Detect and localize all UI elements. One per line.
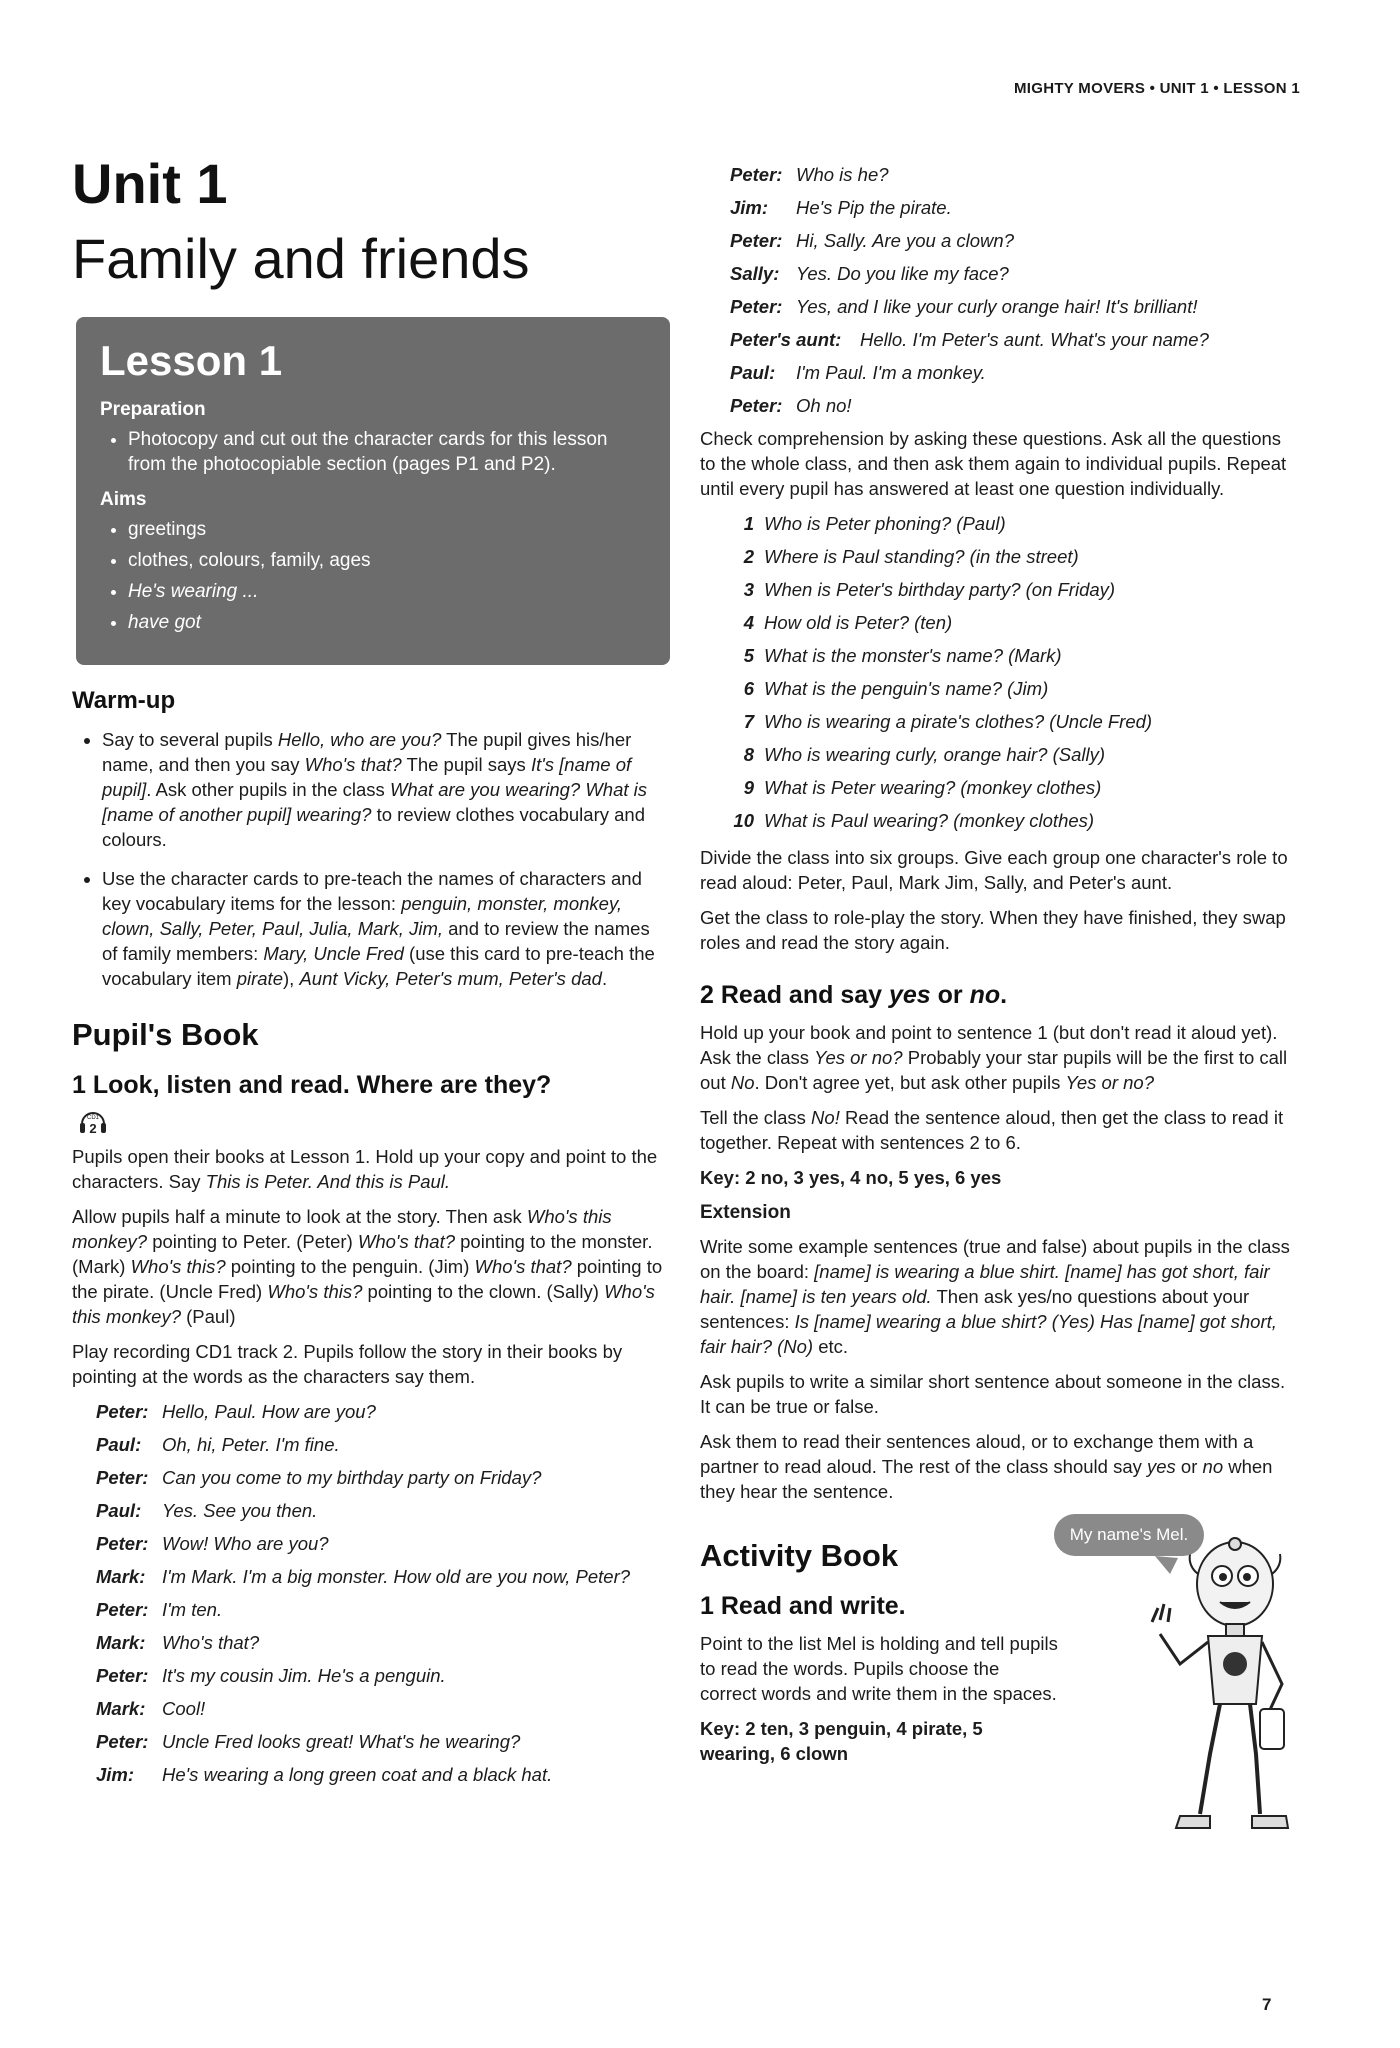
paragraph: Get the class to role-play the story. When they have finished, they swap roles and read the story again. [700, 907, 1286, 953]
preparation-heading: Preparation [100, 399, 206, 421]
question-item: 8 Who is wearing curly, orange hair? (Sally) [743, 744, 1106, 765]
speech-bubble: My name's Mel. [1054, 1514, 1204, 1556]
answer-key: Key: 2 no, 3 yes, 4 no, 5 yes, 6 yes [700, 1167, 1002, 1188]
question-list [724, 511, 1300, 833]
dialog-line: Peter: Hi, Sally. Are you a clown? [730, 230, 1014, 251]
warmup-heading: Warm-up [72, 687, 176, 715]
dialog-line: Peter: I'm ten. [96, 1599, 223, 1621]
paragraph: Pupils open their books at Lesson 1. Hold up your copy and point to the characters. Say This is Peter. And this is Paul. [72, 1146, 658, 1193]
aims-item: • clothes, colours, family, ages [128, 548, 646, 573]
dialog-line: Peter: Who is he? [730, 164, 889, 185]
dialog-line: Peter: Wow! Who are you? [96, 1533, 329, 1555]
robot-icon [1060, 1514, 1300, 1844]
aims-item: • have got [128, 610, 646, 635]
cd-label: CD1 [86, 1115, 100, 1122]
activity-book-text [700, 1514, 1060, 1844]
question-item: 1 Who is Peter phoning? (Paul) [743, 513, 1006, 534]
task2-heading: 2 Read and say yes or no. [700, 981, 1008, 1009]
paragraph: Ask them to read their sentences aloud, or to exchange them with a partner to read aloud. The rest of the class should say yes or no when they hear the sentence. [700, 1431, 1273, 1502]
paragraph: Allow pupils half a minute to look at the story. Then ask Who's this monkey? pointing to Peter. (Peter) Who's that? pointing to the monster. (Mark) Who's this? pointing to the penguin. (Jim) Who's that? pointing to the pirate. (Uncle Fred) Who's this? pointing to the clown. (Sally) Who's this monkey? (Paul) [72, 1206, 663, 1328]
running-head: MIGHTY MOVERS • UNIT 1 • LESSON 1 [1013, 80, 1300, 97]
left-column [72, 152, 666, 1795]
cd-track: 2 [89, 1121, 97, 1137]
dialog-line: Peter: Oh no! [730, 395, 852, 416]
ab-task1-heading: 1 Read and write. [700, 1592, 906, 1620]
paragraph: Point to the list Mel is holding and tell pupils to read the words. Pupils choose the correct words and write them in the spaces. [700, 1633, 1058, 1704]
question-item: 3 When is Peter's birthday party? (on Friday) [743, 579, 1116, 600]
question-item: 7 Who is wearing a pirate's clothes? (Uncle Fred) [743, 711, 1153, 732]
dialog-line: Paul: Oh, hi, Peter. I'm fine. [96, 1434, 340, 1456]
paragraph: Check comprehension by asking these questions. Ask all the questions to the whole class, and then ask them again to individual pupils. Repeat until every pupil has answered at least one question individually. [700, 428, 1287, 499]
aims-item: • greetings [128, 517, 646, 542]
warmup-list [72, 727, 666, 991]
dialog-line: Peter: Uncle Fred looks great! What's he wearing? [96, 1731, 521, 1753]
paragraph: Hold up your book and point to sentence 1 (but don't read it aloud yet). Ask the class Yes or no? Probably your star pupils will be the first to call out No. Don't agree yet, but ask other pupils Yes or no? [700, 1022, 1288, 1093]
question-item: 9 What is Peter wearing? (monkey clothes) [743, 777, 1102, 798]
task1-heading: 1 Look, listen and read. Where are they? [72, 1071, 552, 1100]
paragraph: Play recording CD1 track 2. Pupils follow the story in their books by pointing at the words as the characters say them. [72, 1341, 623, 1388]
preparation-item: • Photocopy and cut out the character cards for this lesson from the photocopiable section (pages P1 and P2). [128, 427, 646, 477]
activity-book-heading: Activity Book [700, 1538, 899, 1573]
headphones-icon [78, 1106, 108, 1136]
dialog-left [96, 1399, 666, 1787]
warmup-item: • Use the character cards to pre-teach the names of characters and key vocabulary items for the lesson: penguin, monster, monkey, clown, Sally, Peter, Paul, Julia, Mark, Jim, and to review the names of family members: Mary, Uncle Fred (use this card to pre-teach the vocabulary item pirate), Aunt Vicky, Peter's mum, Peter's dad. [102, 866, 666, 991]
paragraph: Ask pupils to write a similar short sentence about someone in the class. It can be true or false. [700, 1371, 1286, 1417]
dialog-line: Paul: Yes. See you then. [96, 1500, 318, 1522]
unit-title: Unit 1 [72, 152, 228, 215]
pupils-book-heading: Pupil's Book [72, 1017, 259, 1053]
dialog-line: Peter: Yes, and I like your curly orange hair! It's brilliant! [730, 296, 1198, 317]
extension-heading: Extension [700, 1202, 791, 1223]
dialog-line: Peter: Hello, Paul. How are you? [96, 1401, 376, 1423]
preparation-list [100, 427, 646, 477]
aims-heading: Aims [100, 489, 147, 511]
activity-book-section [700, 1514, 1300, 1844]
mel-illustration [1060, 1514, 1300, 1844]
lesson-title: Lesson 1 [100, 337, 283, 385]
aims-item: • He's wearing ... [128, 579, 646, 604]
warmup-item: • Say to several pupils Hello, who are you? The pupil gives his/her name, and then you say Who's that? The pupil says It's [name of pupil]. Ask other pupils in the class What are you wearing? What is [name of another pupil] wearing? to review clothes vocabulary and colours. [102, 727, 666, 852]
dialog-line: Jim: He's wearing a long green coat and a black hat. [96, 1764, 553, 1786]
dialog-line: Paul: I'm Paul. I'm a monkey. [730, 362, 986, 383]
dialog-line: Peter: It's my cousin Jim. He's a penguin. [96, 1665, 446, 1687]
lesson-box [76, 317, 670, 665]
right-column [700, 160, 1300, 1844]
answer-key: Key: 2 ten, 3 penguin, 4 pirate, 5 wearing, 6 clown [700, 1718, 983, 1764]
aims-list [100, 517, 646, 635]
question-item: 5 What is the monster's name? (Mark) [743, 645, 1062, 666]
page-number: 7 [1262, 1995, 1272, 2014]
question-item: 4 How old is Peter? (ten) [743, 612, 953, 633]
dialog-line: Peter's aunt: Hello. I'm Peter's aunt. What's your name? [730, 329, 1209, 350]
dialog-line: Mark: Cool! [96, 1698, 206, 1720]
dialog-line: Mark: I'm Mark. I'm a big monster. How old are you now, Peter? [96, 1566, 631, 1588]
unit-subtitle: Family and friends [72, 226, 530, 290]
dialog-line: Jim: He's Pip the pirate. [730, 197, 952, 218]
paragraph: Divide the class into six groups. Give each group one character's role to read aloud: Peter, Paul, Mark Jim, Sally, and Peter's aunt. [700, 847, 1288, 893]
question-item: 6 What is the penguin's name? (Jim) [743, 678, 1049, 699]
dialog-line: Sally: Yes. Do you like my face? [730, 263, 1009, 284]
question-item: 10 What is Paul wearing? (monkey clothes) [733, 810, 1095, 831]
dialog-right [730, 162, 1300, 418]
paragraph: Write some example sentences (true and false) about pupils in the class on the board: [name] is wearing a blue shirt. [name] has got short, fair hair. [name] is ten years old. Then ask yes/no questions about your sentences: Is [name] wearing a blue shirt? (Yes) Has [name] got short, fair hair? (No) etc. [700, 1236, 1290, 1357]
dialog-line: Peter: Can you come to my birthday party on Friday? [96, 1467, 542, 1489]
paragraph: Tell the class No! Read the sentence aloud, then get the class to read it together. Repeat with sentences 2 to 6. [700, 1107, 1284, 1153]
dialog-line: Mark: Who's that? [96, 1632, 260, 1654]
question-item: 2 Where is Paul standing? (in the street) [743, 546, 1079, 567]
